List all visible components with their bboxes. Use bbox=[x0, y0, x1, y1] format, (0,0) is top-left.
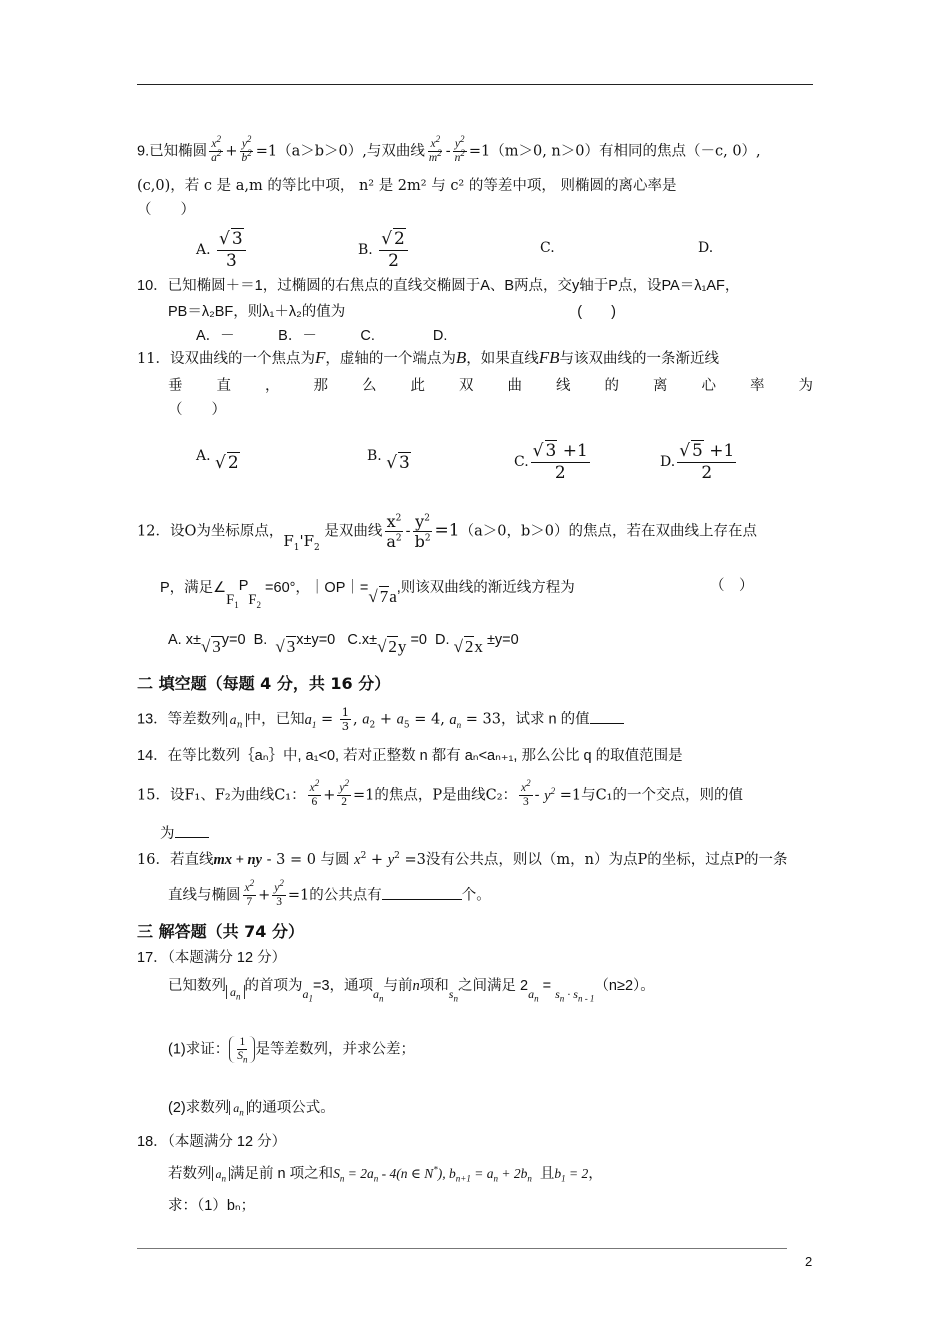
q12-options: A. x±√ 3y=0 B. √ 3x±y=0 C.x±√ 2y =0 D. √ 2x ±y=0 bbox=[168, 628, 519, 650]
q15-frac-x6: $\frac{x^2}{6}$ bbox=[309, 778, 320, 808]
q9-hyperbola-frac-y: $\frac{y^2}{n^2}$ bbox=[454, 134, 465, 164]
section-2-title: 二 填空题（每题 4 分，共 16 分） bbox=[137, 674, 391, 693]
q9-line1: 9.已知椭圆 $\frac{x^2}{a^2}$ + $\frac{y^2}{b^2}$ =1（a＞b＞0）,与双曲线 $\frac{x^2}{m^2}$ - $\frac{y^2}{n^2}$ =1（m＞0, n＞0）有相同的焦点（－c, 0）, bbox=[137, 134, 761, 164]
q9-ellipse-frac-y: $\frac{y^2}{b^2}$ bbox=[241, 134, 252, 164]
q9-option-a-frac: √ $\frac{3}{3}$ bbox=[217, 228, 246, 272]
q13-answer-blank[interactable] bbox=[590, 723, 624, 724]
q11-line2: 垂 直 ， 那 么 此 双 曲 线 的 离 心 率 为 bbox=[168, 378, 813, 394]
q12-frac-y: $\frac{y^2}{b^2}$ bbox=[414, 512, 431, 551]
q12-line1: 12．设O为坐标原点，$F_1'F_2$ 是双曲线 $\frac{x^2}{a^2}$ - $\frac{y^2}{b^2}$ =1（a＞0，b＞0）的焦点，若在双曲线上存在点 bbox=[137, 512, 757, 553]
q15-frac-y2: $\frac{y^2}{2}$ bbox=[339, 778, 349, 808]
q15-line2: 为 bbox=[160, 824, 209, 844]
q11-option-d: D. √ $\frac{5 +1}{2}$ bbox=[660, 440, 738, 484]
q17-part1: (1)求证： $\frac{1}{S_n}$ 是等差数列，并求公差； bbox=[168, 1036, 415, 1065]
q9-option-c: C. bbox=[540, 240, 555, 256]
q16-line1: 16．若直线mx + ny - 3 = 0 与圆 $x^2 + y^2 =3$没有公共点，则以（m，n）为点P的坐标，过点P的一条 bbox=[137, 851, 788, 868]
q15-answer-blank[interactable] bbox=[175, 837, 209, 838]
q11-option-b: B. √ 3 bbox=[367, 444, 411, 465]
q17-frac-1-sn: $\frac{1}{S_n}$ bbox=[237, 1036, 248, 1065]
q18-line2: 求：（1）bₙ； bbox=[168, 1198, 256, 1214]
q9-option-b-frac: √ $\frac{2}{2}$ bbox=[379, 228, 408, 272]
header-rule bbox=[137, 84, 813, 85]
q11-option-a: A. √ 2 bbox=[196, 444, 240, 465]
q9-line2: (c,0)，若 c 是 a,m 的等比中项， n² 是 2m² 与 c² 的等差中项， 则椭圆的离心率是 bbox=[137, 178, 677, 194]
q16-answer-blank[interactable] bbox=[382, 899, 462, 900]
q15-line1: 15．设F₁、F₂为曲线C₁： $\frac{x^2}{6}$ + $\frac{y^2}{2}$ =1的焦点，P是曲线C₂： $\frac{x^2}{3}$ - $y^2 =1$与C₁的一个交点，则的值 bbox=[137, 778, 743, 808]
q9-hyperbola-frac-x: $\frac{x^2}{m^2}$ bbox=[428, 134, 442, 164]
q10-line1: 10．已知椭圆＋＝1，过椭圆的右焦点的直线交椭圆于A、B两点，交y轴于P点，设PA＝λ₁AF， bbox=[137, 278, 740, 294]
q11-option-c: C. √ $\frac{3 +1}{2}$ bbox=[514, 440, 592, 484]
footer-rule bbox=[137, 1248, 787, 1249]
page-number: 2 bbox=[805, 1254, 813, 1269]
q9-line3: （ ） bbox=[137, 202, 195, 218]
q12-bracket: （ ） bbox=[710, 578, 754, 594]
q9-option-b: B. √ $\frac{2}{2}$ bbox=[358, 228, 410, 272]
q15-frac-x3: $\frac{x^2}{3}$ bbox=[521, 778, 531, 808]
q9-ellipse-frac-x: $\frac{x^2}{a^2}$ bbox=[211, 134, 222, 164]
q16-frac-x7: $\frac{x^2}{7}$ bbox=[244, 878, 255, 908]
q12-line2: P，满足$\angle F_1PF_2 =60^\circ$，｜OP｜=√ 7a,则该双曲线的渐近线方程为 bbox=[160, 576, 575, 598]
q14-line: 14．在等比数列｛aₙ｝中, a₁<0, 若对正整数 n 都有 aₙ<aₙ₊₁, 那么公比 q 的取值范围是 bbox=[137, 748, 683, 764]
q9-option-a: A. √ $\frac{3}{3}$ bbox=[196, 228, 248, 272]
q11-option-d-frac: √ $\frac{5 +1}{2}$ bbox=[677, 440, 736, 484]
q9-option-d: D. bbox=[698, 240, 714, 256]
q13-line: 13．等差数列 $a_n$ 中，已知$a_1$ = $\frac{1}{3}$ , $a_2 + a_5 = 4$, $a_n = 33$，试求 n 的值 bbox=[137, 706, 624, 733]
q17-part2: (2)求数列 $a_n$ 的通项公式。 bbox=[168, 1100, 335, 1118]
q11-line3: （ ） bbox=[168, 402, 226, 418]
q17-line1: 已知数列 $_{a_n}$的首项为$_{a_1}$=3，通项$_{a_n}$与前n项和$_{s_n}$之间满足 $2_{a_n} = _{s_n \cdot s_{n - 1}}(n\ge 2)$。 bbox=[168, 978, 655, 1004]
q13-frac: $\frac{1}{3}$ bbox=[341, 705, 350, 733]
q16-frac-y3: $\frac{y^2}{3}$ bbox=[274, 878, 284, 908]
q10-line2: PB＝λ₂BF，则λ₁＋λ₂的值为 ( ) bbox=[168, 304, 616, 320]
q17-heading: 17．（本题满分 12 分） bbox=[137, 950, 287, 966]
q12-frac-x: $\frac{x^2}{a^2}$ bbox=[386, 512, 402, 551]
q18-heading: 18．（本题满分 12 分） bbox=[137, 1134, 287, 1150]
section-3-title: 三 解答题（共 74 分） bbox=[137, 922, 304, 941]
q10-options: A．－ B．－ C. D. bbox=[196, 328, 448, 344]
q11-line1: 11．设双曲线的一个焦点为F，虚轴的一个端点为B，如果直线FB与该双曲线的一条渐近线 bbox=[137, 348, 720, 367]
q18-line1: 若数列 $a_n$ 满足前 n 项之和$S_n = 2a_n - 4(n$ ∈ N*), $b_{n+1} = a_n + 2b_n$ 且$b_1 = 2$， bbox=[168, 1164, 603, 1184]
q11-option-c-frac: √ $\frac{3 +1}{2}$ bbox=[531, 440, 590, 484]
q16-line2: 直线与椭圆 $\frac{x^2}{7}$ + $\frac{y^2}{3}$ =1的公共点有 个。 bbox=[168, 878, 491, 908]
